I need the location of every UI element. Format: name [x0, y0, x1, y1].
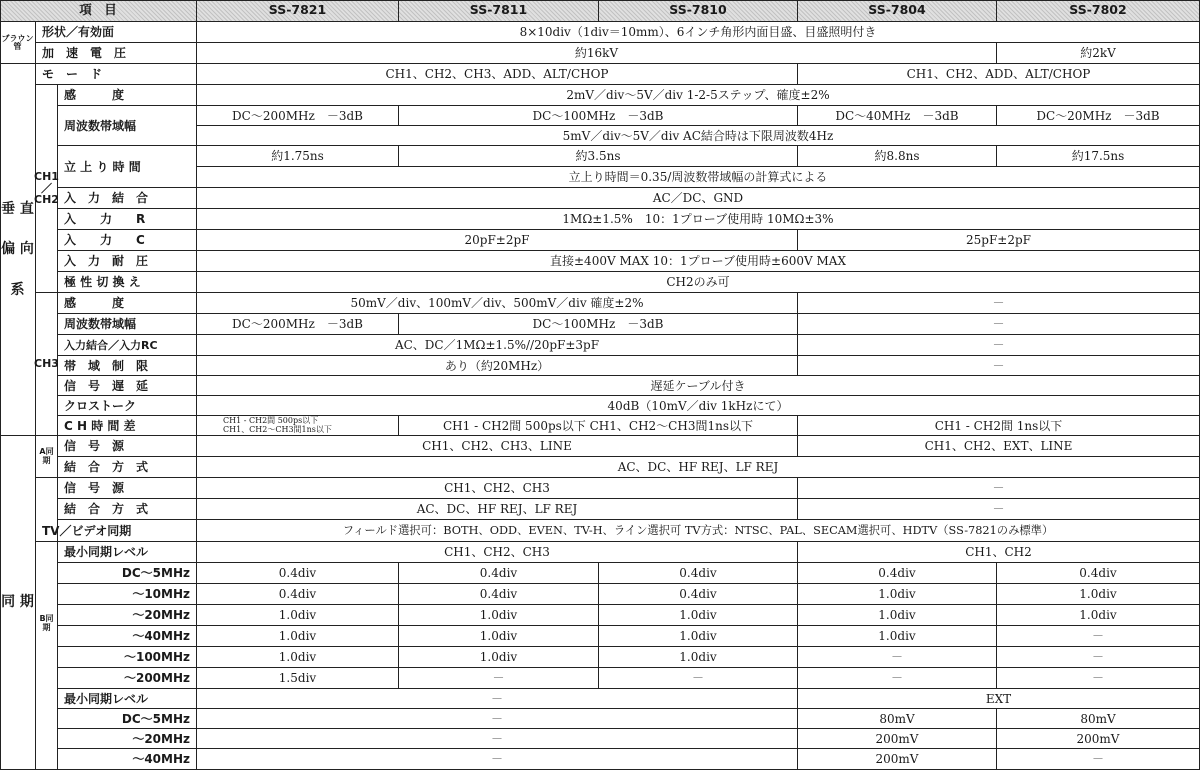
label-ch-skew: C H 時 間 差: [58, 416, 197, 436]
value-min-sync-ext: EXT: [798, 689, 1200, 709]
label-input-voltage: 入 力 耐 圧: [58, 251, 197, 272]
freq-cell: 0.4div: [399, 563, 599, 584]
freq-row-label: DC～5MHz: [58, 563, 197, 584]
skew-7821-line1: CH1 - CH2間 500ps以下: [223, 416, 319, 426]
freq-cell: 1.0div: [798, 584, 997, 605]
header-model-ss7821: SS-7821: [197, 0, 399, 22]
group-crt: ブラウン管: [0, 22, 36, 64]
value-band-limit-na: －: [798, 356, 1200, 376]
header-item: 項 目: [0, 0, 197, 22]
value-ch3-input: AC、DC／1MΩ±1.5%//20pF±3pF: [197, 335, 798, 356]
label-ch3-bandwidth: 周波数帯域幅: [58, 314, 197, 335]
freq-cell: 1.0div: [399, 626, 599, 647]
freq-cell: 1.5div: [197, 668, 399, 689]
value-bandwidth-ss7804: DC～40MHz －3dB: [798, 106, 997, 126]
value-b-coupling: AC、DC、HF REJ、LF REJ: [197, 499, 798, 520]
group-ch12: CH1／CH2: [36, 85, 58, 293]
label-b-coupling: 結 合 方 式: [58, 499, 197, 520]
value-b-source-na: －: [798, 478, 1200, 499]
label-shape: 形状／有効面: [36, 22, 197, 43]
value-accel-voltage-a: 約16kV: [197, 43, 997, 64]
freq-cell: 1.0div: [599, 647, 798, 668]
value-band-limit: あり（約20MHz）: [197, 356, 798, 376]
freq-cell: －: [798, 668, 997, 689]
label-rise-time: 立 上 り 時 間: [58, 146, 197, 188]
freq-cell: 1.0div: [997, 584, 1200, 605]
label-polarity: 極 性 切 換 え: [58, 272, 197, 293]
value-bandwidth-ss7802: DC～20MHz －3dB: [997, 106, 1200, 126]
value-ch-skew-ss781x: CH1 - CH2間 500ps以下 CH1、CH2～CH3間1ns以下: [399, 416, 798, 436]
header-model-ss7810: SS-7810: [599, 0, 798, 22]
label-input-c: 入 力 C: [58, 230, 197, 251]
group-vertical: 垂 直 偏 向 系: [0, 64, 36, 436]
value-ch3-bandwidth-ss7821: DC～200MHz －3dB: [197, 314, 399, 335]
value-crosstalk: 40dB（10mV／div 1kHzにて）: [197, 396, 1200, 416]
value-sensitivity: 2mV／div～5V／div 1-2-5ステップ、確度±2%: [197, 85, 1200, 106]
header-model-ss7802: SS-7802: [997, 0, 1200, 22]
ext-row-label: DC～5MHz: [58, 709, 197, 729]
freq-cell: 1.0div: [197, 647, 399, 668]
freq-cell: 0.4div: [399, 584, 599, 605]
label-min-sync-ext: 最小同期レベル: [58, 689, 197, 709]
value-ch3-bandwidth-ss781x: DC～100MHz －3dB: [399, 314, 798, 335]
value-polarity: CH2のみ可: [197, 272, 1200, 293]
freq-cell: 1.0div: [197, 626, 399, 647]
ext-cell-na: －: [197, 749, 798, 770]
value-min-sync-ext-na: －: [197, 689, 798, 709]
ext-cell-ss7802: 80mV: [997, 709, 1200, 729]
value-ch3-sensitivity-na: －: [798, 293, 1200, 314]
freq-cell: －: [798, 647, 997, 668]
label-bandwidth: 周波数帯域幅: [58, 106, 197, 146]
value-input-voltage: 直接±400V MAX 10：1プローブ使用時±600V MAX: [197, 251, 1200, 272]
value-a-coupling: AC、DC、HF REJ、LF REJ: [197, 457, 1200, 478]
ext-cell-ss7804: 200mV: [798, 749, 997, 770]
value-mode-a: CH1、CH2、CH3、ADD、ALT/CHOP: [197, 64, 798, 85]
label-accel-voltage: 加 速 電 圧: [36, 43, 197, 64]
label-input-coupling: 入 力 結 合: [58, 188, 197, 209]
value-input-coupling: AC／DC、GND: [197, 188, 1200, 209]
label-a-source: 信 号 源: [58, 436, 197, 457]
freq-row-label: ～40MHz: [58, 626, 197, 647]
value-b-coupling-na: －: [798, 499, 1200, 520]
header-model-ss7804: SS-7804: [798, 0, 997, 22]
ext-cell-ss7802: 200mV: [997, 729, 1200, 749]
value-rise-ss7804: 約8.8ns: [798, 146, 997, 167]
skew-7821-line2: CH1、CH2～CH3間1ns以下: [223, 424, 332, 434]
label-tv-sync: TV／ビデオ同期: [36, 520, 197, 542]
value-ch-skew-ss7821: [197, 416, 399, 436]
freq-cell: 1.0div: [798, 626, 997, 647]
value-input-c-a: 20pF±2pF: [197, 230, 798, 251]
label-input-r: 入 力 R: [58, 209, 197, 230]
header-model-ss7811: SS-7811: [399, 0, 599, 22]
label-crosstalk: クロストーク: [58, 396, 197, 416]
freq-cell: 0.4div: [997, 563, 1200, 584]
freq-cell: －: [599, 668, 798, 689]
freq-cell: 0.4div: [197, 563, 399, 584]
freq-cell: 0.4div: [197, 584, 399, 605]
ext-cell-ss7802: －: [997, 749, 1200, 770]
value-a-source-b: CH1、CH2、EXT、LINE: [798, 436, 1200, 457]
ext-cell-ss7804: 200mV: [798, 729, 997, 749]
value-input-r: 1MΩ±1.5% 10：1プローブ使用時 10MΩ±3%: [197, 209, 1200, 230]
label-ch3-input: 入力結合／入力RC: [58, 335, 197, 356]
label-a-coupling: 結 合 方 式: [58, 457, 197, 478]
label-min-sync-level: 最小同期レベル: [58, 542, 197, 563]
ext-row-label: ～40MHz: [58, 749, 197, 770]
value-signal-delay: 遅延ケーブル付き: [197, 376, 1200, 396]
group-ch3: CH3: [36, 293, 58, 436]
value-bandwidth-ss781x: DC～100MHz －3dB: [399, 106, 798, 126]
value-b-source: CH1、CH2、CH3: [197, 478, 798, 499]
value-tv-sync: フィールド選択可：BOTH、ODD、EVEN、TV-H、ライン選択可 TV方式：NTSC、PAL、SECAM選択可、HDTV（SS-7821のみ標準）: [197, 520, 1200, 542]
freq-cell: －: [997, 668, 1200, 689]
freq-cell: 1.0div: [399, 605, 599, 626]
value-rise-ss7821: 約1.75ns: [197, 146, 399, 167]
freq-cell: 1.0div: [197, 605, 399, 626]
freq-cell: 1.0div: [599, 626, 798, 647]
freq-cell: 1.0div: [798, 605, 997, 626]
value-a-source-a: CH1、CH2、CH3、LINE: [197, 436, 798, 457]
freq-row-label: ～10MHz: [58, 584, 197, 605]
freq-cell: 0.4div: [599, 563, 798, 584]
value-min-sync-b: CH1、CH2: [798, 542, 1200, 563]
ext-cell-na: －: [197, 709, 798, 729]
value-rise-note: 立上り時間＝0.35/周波数帯域幅の計算式による: [197, 167, 1200, 188]
freq-cell: 1.0div: [399, 647, 599, 668]
freq-row-label: ～200MHz: [58, 668, 197, 689]
value-ch-skew-ss780x: CH1 - CH2間 1ns以下: [798, 416, 1200, 436]
freq-cell: －: [399, 668, 599, 689]
value-bandwidth-ss7821: DC～200MHz －3dB: [197, 106, 399, 126]
freq-row-label: ～20MHz: [58, 605, 197, 626]
group-a-sync: A同期: [36, 436, 58, 478]
value-input-c-b: 25pF±2pF: [798, 230, 1200, 251]
value-ch3-sensitivity: 50mV／div、100mV／div、500mV／div 確度±2%: [197, 293, 798, 314]
ext-row-label: ～20MHz: [58, 729, 197, 749]
value-min-sync-a: CH1、CH2、CH3: [197, 542, 798, 563]
label-ch3-sensitivity: 感 度: [58, 293, 197, 314]
freq-row-label: ～100MHz: [58, 647, 197, 668]
value-ch3-input-na: －: [798, 335, 1200, 356]
freq-cell: 1.0div: [997, 605, 1200, 626]
label-sensitivity: 感 度: [58, 85, 197, 106]
value-ch3-bandwidth-na: －: [798, 314, 1200, 335]
freq-cell: 0.4div: [599, 584, 798, 605]
label-b-source: 信 号 源: [58, 478, 197, 499]
label-mode: モ ー ド: [36, 64, 197, 85]
value-rise-ss781x: 約3.5ns: [399, 146, 798, 167]
freq-cell: 1.0div: [599, 605, 798, 626]
ext-cell-na: －: [197, 729, 798, 749]
group-b-sync: B同期: [36, 478, 58, 770]
label-signal-delay: 信 号 遅 延: [58, 376, 197, 396]
value-mode-b: CH1、CH2、ADD、ALT/CHOP: [798, 64, 1200, 85]
value-shape: 8×10div（1div＝10mm）、6インチ角形内面目盛、目盛照明付き: [197, 22, 1200, 43]
freq-cell: 0.4div: [798, 563, 997, 584]
value-bandwidth-note: 5mV／div～5V／div AC結合時は下限周波数4Hz: [197, 126, 1200, 146]
ext-cell-ss7804: 80mV: [798, 709, 997, 729]
value-accel-voltage-b: 約2kV: [997, 43, 1200, 64]
label-band-limit: 帯 域 制 限: [58, 356, 197, 376]
freq-cell: －: [997, 647, 1200, 668]
group-sync: 同 期: [0, 436, 36, 770]
value-rise-ss7802: 約17.5ns: [997, 146, 1200, 167]
freq-cell: －: [997, 626, 1200, 647]
